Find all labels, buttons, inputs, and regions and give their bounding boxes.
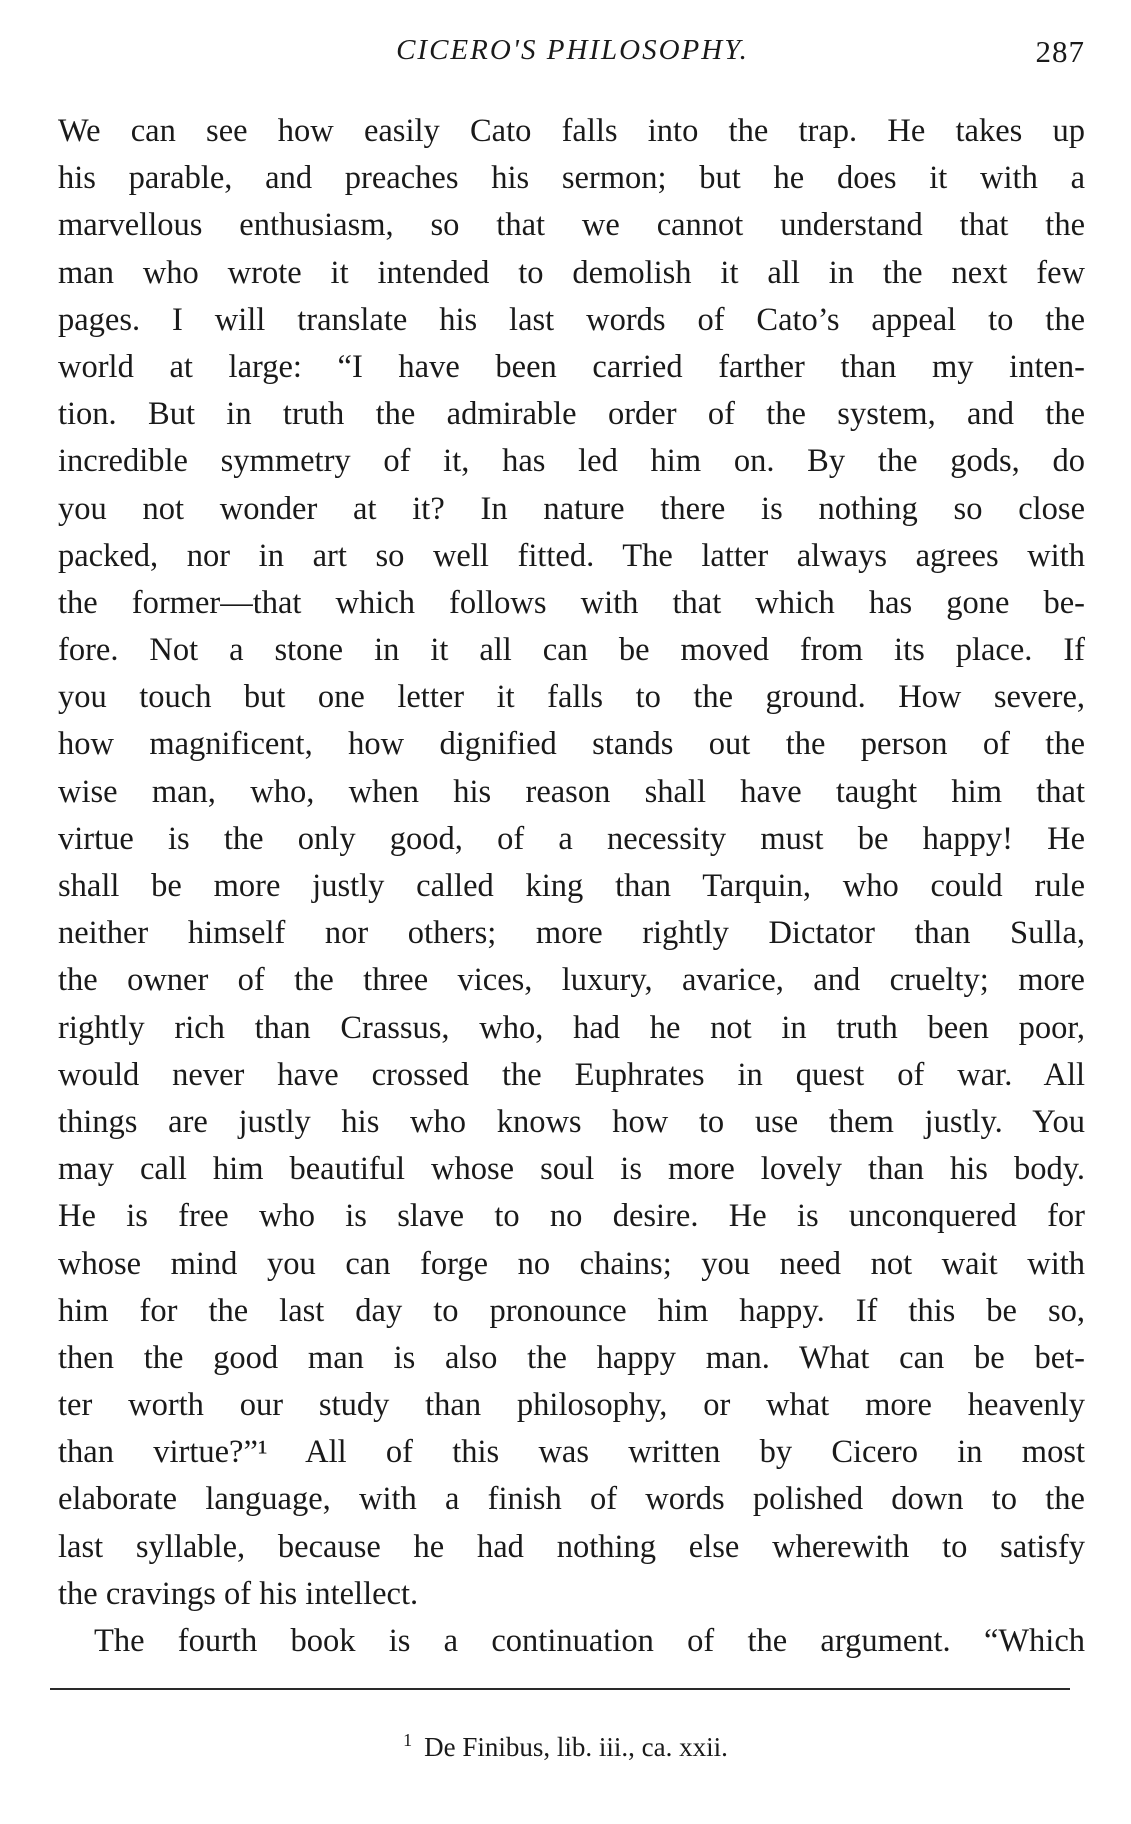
text-line: the cravings of his intellect. (58, 1575, 419, 1612)
text-line: may call him beautiful whose soul is more lovely than his body. (58, 1151, 1085, 1188)
footnote-rule (50, 1688, 1070, 1690)
text-line: rightly rich than Crassus, who, had he not in truth been poor, (58, 1009, 1085, 1046)
paragraph-start-line: The fourth book is a continuation of the argument. “Which (94, 1623, 1085, 1659)
footnote (0, 1730, 1131, 1763)
text-line: you not wonder at it? In nature there is nothing so close (58, 490, 1085, 527)
text-line: then the good man is also the happy man. What can be bet- (58, 1339, 1085, 1376)
text-line: tion. But in truth the admirable order of the system, and the (58, 396, 1085, 433)
text-line: last syllable, because he had nothing else wherewith to satisfy (58, 1528, 1085, 1565)
text-line: He is free who is slave to no desire. He is unconquered for (58, 1198, 1085, 1235)
text-line: pages. I will translate his last words of Cato’s appeal to the (58, 301, 1085, 338)
text-line: ter worth our study than philosophy, or what more heavenly (58, 1387, 1085, 1424)
running-title: CICERO'S PHILOSOPHY. (396, 34, 749, 66)
body-text (58, 108, 1085, 1665)
text-line: packed, nor in art so well fitted. The latter always agrees with (58, 537, 1085, 574)
text-line: marvellous enthusiasm, so that we cannot understand that the (58, 207, 1085, 244)
text-line: the former—that which follows with that which has gone be- (58, 584, 1085, 621)
text-line: fore. Not a stone in it all can be moved from its place. If (58, 632, 1085, 669)
running-head (60, 34, 1085, 84)
text-line: neither himself nor others; more rightly Dictator than Sulla, (58, 915, 1085, 952)
text-line: elaborate language, with a finish of words polished down to the (58, 1481, 1085, 1518)
footnote-marker: 1 (403, 1730, 413, 1750)
text-line: than virtue?”¹ All of this was written by Cicero in most (58, 1434, 1085, 1471)
text-line: whose mind you can forge no chains; you need not wait with (58, 1245, 1085, 1282)
text-line: would never have crossed the Euphrates in quest of war. All (58, 1056, 1085, 1093)
text-line: the owner of the three vices, luxury, avarice, and cruelty; more (58, 962, 1085, 999)
text-line: his parable, and preaches his sermon; but he does it with a (58, 160, 1085, 197)
text-line: incredible symmetry of it, has led him on. By the gods, do (58, 443, 1085, 480)
text-line: wise man, who, when his reason shall have taught him that (58, 773, 1085, 810)
text-line: you touch but one letter it falls to the ground. How severe, (58, 679, 1085, 716)
page-number: 287 (1035, 34, 1085, 69)
text-line: how magnificent, how dignified stands out the person of the (58, 726, 1085, 763)
text-line: shall be more justly called king than Tarquin, who could rule (58, 868, 1085, 904)
text-line: man who wrote it intended to demolish it all in the next few (58, 254, 1085, 291)
text-line: things are justly his who knows how to use them justly. You (58, 1103, 1085, 1140)
text-line: We can see how easily Cato falls into the trap. He takes up (58, 113, 1085, 149)
footnote-text: De Finibus, lib. iii., ca. xxii. (424, 1732, 728, 1762)
text-line: world at large: “I have been carried farther than my inten- (58, 348, 1085, 385)
text-line: him for the last day to pronounce him happy. If this be so, (58, 1292, 1085, 1329)
text-line: virtue is the only good, of a necessity must be happy! He (58, 820, 1085, 857)
